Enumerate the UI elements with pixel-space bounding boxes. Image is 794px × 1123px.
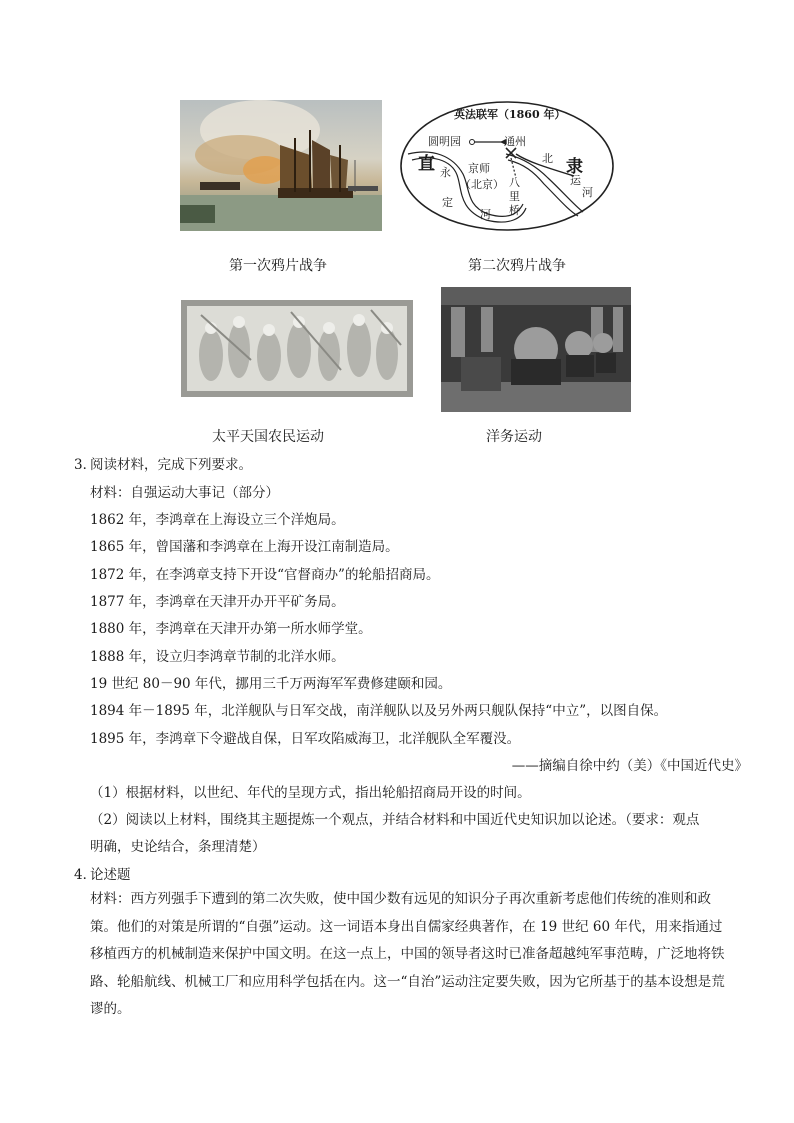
q3-material-title: 材料：自强运动大事记（部分） [90, 485, 279, 501]
opium-war-painting [180, 100, 382, 231]
q3-event-7: 19 世纪 80－90 年代，挪用三千万两海军军费修建颐和园。 [90, 676, 452, 692]
q3-subquestion-1: （1）根据材料，以世纪、年代的呈现方式，指出轮船招商局开设的时间。 [90, 785, 531, 801]
map-label-jingshi: 京师 [468, 162, 490, 175]
q3-subquestion-2-line1: （2）阅读以上材料，围绕其主题提炼一个观点，并结合材料和中国近代史知识加以论述。（要求：观点 [90, 812, 700, 828]
map-label-yong: 永 [440, 166, 451, 179]
map-label-ba: 八 [509, 176, 520, 189]
map-label-he-canal: 河 [582, 186, 593, 199]
q4-material: 材料：西方列强手下遭到的第二次失败，使中国少数有远见的知识分子再次重新考虑他们传统的准则和政策。他们的对策是所谓的“自强”运动。这一词语本身出自儒家经典著作，在 19 世纪 60 年代，用来指通过移植西方的机械制造来保护中国文明。在这一点上，中国的领导者这时已准备超越纯军事范畴，广泛地将铁路、轮船航线、机械工厂和应用科学包括在内。这一“自治”运动注定要失败，因为它所基于的基本设想是荒谬的。 [90, 891, 725, 1017]
q3-event-6: 1888 年，设立归李鸿章节制的北洋水师。 [90, 649, 345, 665]
map-label-qiao: 桥 [509, 204, 520, 217]
fig1-caption: 第一次鸦片战争 [229, 258, 327, 274]
q4-title: 论述题 [90, 867, 131, 883]
q3-event-4: 1877 年，李鸿章在天津开办开平矿务局。 [90, 594, 345, 610]
fig4-caption: 洋务运动 [486, 429, 542, 445]
map-label-zhi: 直 [418, 154, 435, 174]
map-title: 英法联军（1860 年） [454, 108, 566, 121]
q4-number: 4． [74, 867, 97, 883]
relief-carving-illustration [181, 300, 413, 397]
q3-event-1: 1862 年，李鸿章在上海设立三个洋炮局。 [90, 512, 345, 528]
q3-source: ——摘编自徐中约（美）《中国近代史》 [511, 758, 748, 774]
second-opium-war-map [398, 96, 616, 232]
q3-event-2: 1865 年，曾国藩和李鸿章在上海开设江南制造局。 [90, 539, 399, 555]
map-label-yun: 运 [570, 174, 581, 187]
map-label-li: 隶 [566, 157, 583, 177]
map-label-li2: 里 [509, 190, 520, 203]
map-label-yuanmingyuan: 圆明园 [428, 135, 461, 148]
q3-event-8: 1894 年－1895 年，北洋舰队与日军交战，南洋舰队以及另外两只舰队保持“中立”，以图自保。 [90, 703, 668, 719]
map-label-ding: 定 [442, 196, 453, 209]
map-label-bei: 北 [542, 152, 553, 165]
map-label-he-river: 河 [480, 208, 491, 221]
westernization-factory-photo [441, 287, 631, 412]
fig3-caption: 太平天国农民运动 [212, 429, 324, 445]
q3-number: 3． [74, 457, 97, 473]
q3-event-5: 1880 年，李鸿章在天津开办第一所水师学堂。 [90, 621, 372, 637]
factory-machinery-illustration [441, 287, 631, 412]
ship-battle-illustration [180, 100, 382, 231]
q3-event-3: 1872 年，在李鸿章支持下开设“官督商办”的轮船招商局。 [90, 567, 440, 583]
map-label-tongzhou: 通州 [504, 135, 526, 148]
q3-event-9: 1895 年，李鸿章下令避战自保，日军攻陷威海卫，北洋舰队全军覆没。 [90, 731, 521, 747]
q3-prompt: 阅读材料，完成下列要求。 [90, 457, 252, 473]
map-label-beijing: （北京） [460, 178, 504, 191]
taiping-relief-image [181, 300, 413, 397]
fig2-caption: 第二次鸦片战争 [468, 258, 566, 274]
q3-subquestion-2-line2: 明确，史论结合，条理清楚） [90, 839, 266, 855]
